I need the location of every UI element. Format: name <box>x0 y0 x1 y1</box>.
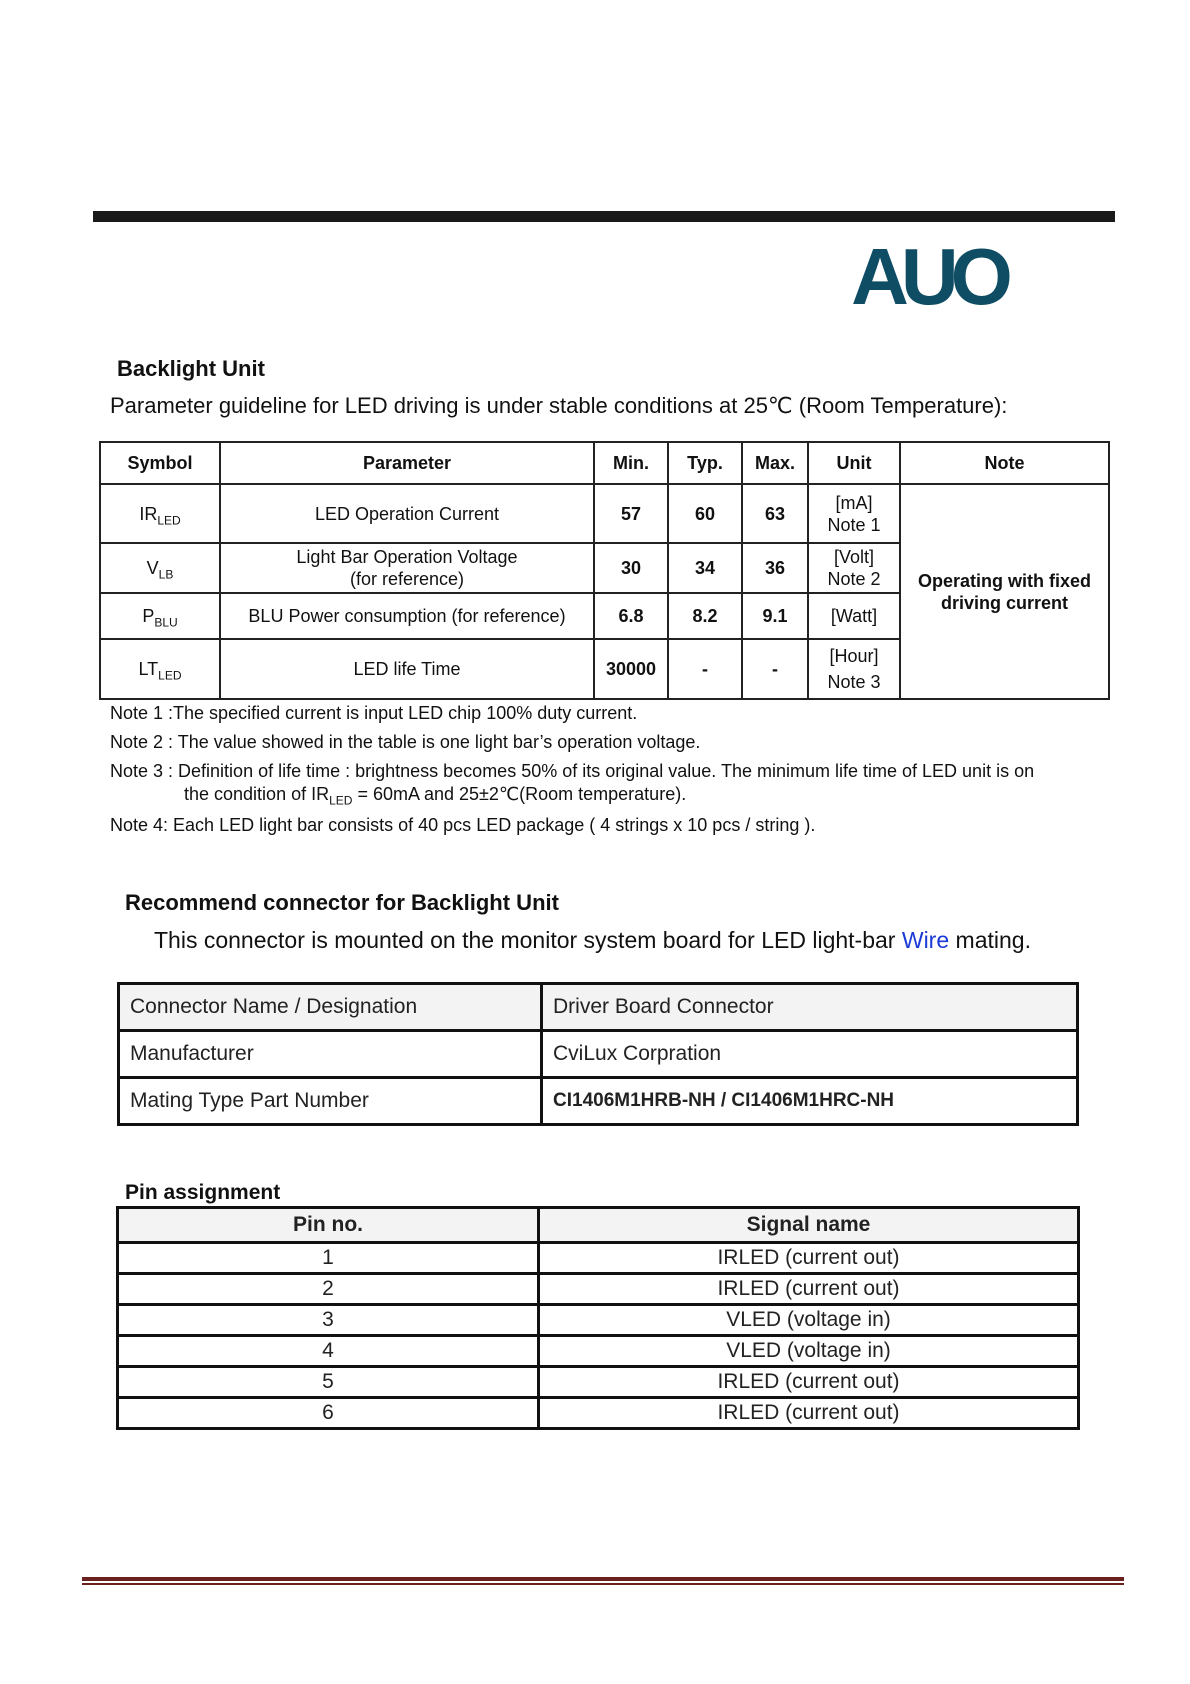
parameter-cell: BLU Power consumption (for reference) <box>220 593 594 639</box>
table-row <box>118 1398 1079 1429</box>
signal-cell: VLED (voltage in) <box>539 1305 1079 1336</box>
table-row <box>119 1031 1078 1078</box>
min-cell: 57 <box>594 484 668 543</box>
header-max: Max. <box>742 442 808 484</box>
header-note: Note <box>900 442 1109 484</box>
header-symbol: Symbol <box>100 442 220 484</box>
signal-cell: IRLED (current out) <box>539 1274 1079 1305</box>
table-row <box>118 1305 1079 1336</box>
signal-cell: VLED (voltage in) <box>539 1336 1079 1367</box>
signal-cell: IRLED (current out) <box>539 1243 1079 1274</box>
footer-rule <box>82 1577 1124 1581</box>
spec-header-row <box>100 442 1109 484</box>
footer-rule-thin <box>82 1583 1124 1585</box>
table-row <box>119 1078 1078 1125</box>
header-signal: Signal name <box>539 1208 1079 1243</box>
header-pin: Pin no. <box>118 1208 539 1243</box>
note-3: Note 3 : Definition of life time : brightness becomes 50% of its original value. The minimum life time of LED unit is on <box>110 761 1035 781</box>
unit-cell: [mA] Note 1 <box>808 484 900 543</box>
table-row <box>118 1336 1079 1367</box>
table-row <box>118 1243 1079 1274</box>
connector-value: Driver Board Connector <box>542 984 1078 1031</box>
backlight-intro: Parameter guideline for LED driving is under stable conditions at 25℃ (Room Temperature): <box>110 393 1008 418</box>
parameter-cell: Light Bar Operation Voltage (for reference) <box>220 543 594 593</box>
table-row <box>118 1274 1079 1305</box>
table-row <box>100 484 1109 543</box>
connector-value: CviLux Corpration <box>542 1031 1078 1078</box>
min-cell: 30000 <box>594 639 668 699</box>
max-cell: 63 <box>742 484 808 543</box>
header-typ: Typ. <box>668 442 742 484</box>
pin-cell: 4 <box>118 1336 539 1367</box>
note-1: Note 1 :The specified current is input LED chip 100% duty current. <box>110 703 638 723</box>
typ-cell: 34 <box>668 543 742 593</box>
header-parameter: Parameter <box>220 442 594 484</box>
note-cell: Operating with fixed driving current <box>900 484 1109 699</box>
table-row <box>119 984 1078 1031</box>
signal-cell: IRLED (current out) <box>539 1367 1079 1398</box>
note-2: Note 2 : The value showed in the table is one light bar’s operation voltage. <box>110 732 701 752</box>
header-min: Min. <box>594 442 668 484</box>
connector-label: Connector Name / Designation <box>119 984 542 1031</box>
max-cell: - <box>742 639 808 699</box>
unit-cell: [Hour] Note 3 <box>808 639 900 699</box>
pin-table <box>116 1206 1080 1430</box>
min-cell: 30 <box>594 543 668 593</box>
connector-title: Recommend connector for Backlight Unit <box>125 890 559 915</box>
signal-cell: IRLED (current out) <box>539 1398 1079 1429</box>
symbol-cell: $P_{BLU}$ <box>100 593 220 639</box>
pin-cell: 1 <box>118 1243 539 1274</box>
max-cell: 36 <box>742 543 808 593</box>
pin-cell: 5 <box>118 1367 539 1398</box>
note-3-continued: the condition of $IR_{LED} = 60mA$ and 25±2℃(Room temperature). <box>184 784 687 808</box>
parameter-cell: LED life Time <box>220 639 594 699</box>
pin-cell: 6 <box>118 1398 539 1429</box>
connector-label: Mating Type Part Number <box>119 1078 542 1125</box>
symbol-cell: $LT_{LED}$ <box>100 639 220 699</box>
min-cell: 6.8 <box>594 593 668 639</box>
connector-table <box>117 982 1079 1126</box>
pin-title: Pin assignment <box>125 1181 281 1204</box>
symbol-cell: $V_{LB}$ <box>100 543 220 593</box>
connector-value: CI1406M1HRB-NH / CI1406M1HRC-NH <box>542 1078 1078 1125</box>
unit-cell: [Watt] <box>808 593 900 639</box>
connector-label: Manufacturer <box>119 1031 542 1078</box>
header-unit: Unit <box>808 442 900 484</box>
parameter-cell: LED Operation Current <box>220 484 594 543</box>
backlight-spec-table <box>99 441 1110 700</box>
auo-logo-text: AUO <box>851 240 1005 314</box>
max-cell: 9.1 <box>742 593 808 639</box>
auo-logo <box>838 240 1018 314</box>
typ-cell: 60 <box>668 484 742 543</box>
symbol-cell: $IR_{LED}$ <box>100 484 220 543</box>
header-rule <box>93 211 1115 222</box>
pin-header-row <box>118 1208 1079 1243</box>
table-row <box>118 1367 1079 1398</box>
pin-cell: 2 <box>118 1274 539 1305</box>
typ-cell: 8.2 <box>668 593 742 639</box>
backlight-title: Backlight Unit <box>117 356 265 381</box>
unit-cell: [Volt] Note 2 <box>808 543 900 593</box>
pin-cell: 3 <box>118 1305 539 1336</box>
connector-intro: This connector is mounted on the monitor system board for LED light-bar Wire mating. <box>154 927 1031 953</box>
note-4: Note 4: Each LED light bar consists of 40 pcs LED package ( 4 strings x 10 pcs / string ). <box>110 815 816 835</box>
typ-cell: - <box>668 639 742 699</box>
